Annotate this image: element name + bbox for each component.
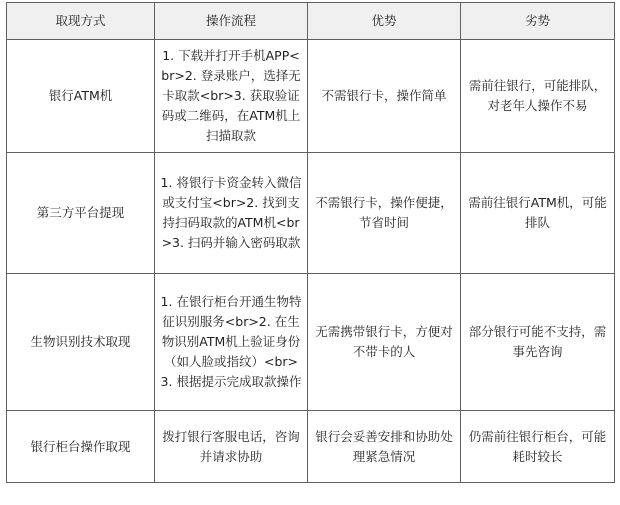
comparison-table [6,2,615,483]
cell-method: 生物识别技术取现 [7,274,155,411]
header-pros: 优势 [308,3,461,40]
cell-cons: 需前往银行ATM机，可能排队 [461,153,615,274]
cell-pros: 不需银行卡，操作便捷，节省时间 [308,153,461,274]
cell-method: 银行柜台操作取现 [7,411,155,483]
cell-cons: 需前往银行，可能排队，对老年人操作不易 [461,40,615,153]
cell-pros: 无需携带银行卡，方便对不带卡的人 [308,274,461,411]
header-process: 操作流程 [155,3,308,40]
cell-pros: 不需银行卡，操作简单 [308,40,461,153]
cell-process: 1. 下载并打开手机APP<br>2. 登录账户，选择无卡取款<br>3. 获取验证码或二维码，在ATM机上扫描取款 [155,40,308,153]
table-row [7,153,615,274]
header-cons: 劣势 [461,3,615,40]
table-row [7,411,615,483]
cell-method: 银行ATM机 [7,40,155,153]
header-method: 取现方式 [7,3,155,40]
cell-method: 第三方平台提现 [7,153,155,274]
cell-cons: 部分银行可能不支持，需事先咨询 [461,274,615,411]
cell-process: 1. 将银行卡资金转入微信或支付宝<br>2. 找到支持扫码取款的ATM机<br>3. 扫码并输入密码取款 [155,153,308,274]
table-row [7,274,615,411]
header-row [7,3,615,40]
cell-pros: 银行会妥善安排和协助处理紧急情况 [308,411,461,483]
cell-process: 1. 在银行柜台开通生物特征识别服务<br>2. 在生物识别ATM机上验证身份（如人脸或指纹）<br>3. 根据提示完成取款操作 [155,274,308,411]
cell-process: 拨打银行客服电话，咨询并请求协助 [155,411,308,483]
cell-cons: 仍需前往银行柜台，可能耗时较长 [461,411,615,483]
table-row [7,40,615,153]
